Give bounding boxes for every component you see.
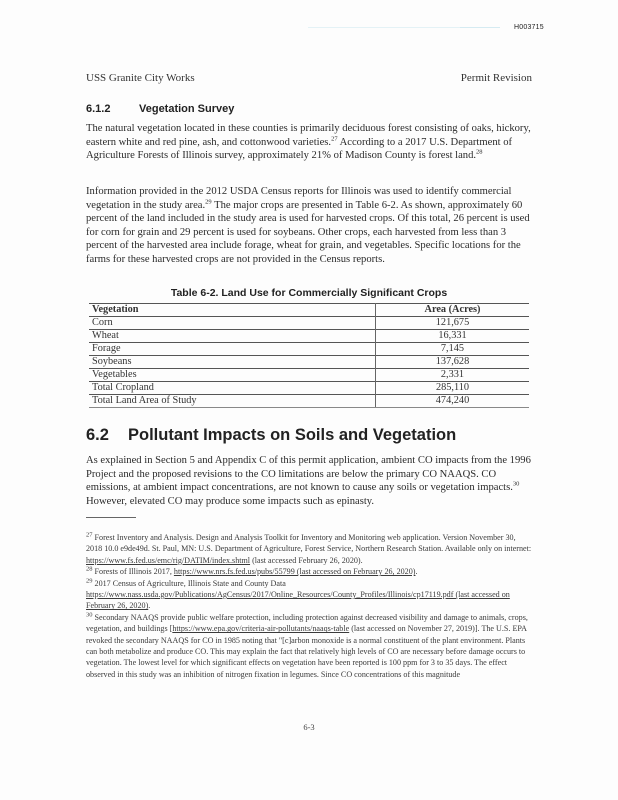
- cell-vegetation: Vegetables: [89, 369, 376, 382]
- cell-vegetation: Wheat: [89, 330, 376, 343]
- header-left: USS Granite City Works: [86, 72, 195, 84]
- footnote-30: [86, 612, 532, 680]
- cell-area: 137,628: [376, 356, 530, 369]
- section-heading-6-2: [86, 426, 456, 445]
- footnote-ref[interactable]: 27: [331, 135, 338, 143]
- paragraph-text: As explained in Section 5 and Appendix C of this permit application, ambient CO impacts from the 1996 Project and the proposed revisions to the CO limitations are below the primary CO NAAQS. CO emissions, at ambient impact concentrations, are not known to cause any soils or vegetation impacts.: [86, 455, 531, 494]
- footnote-link[interactable]: https://www.nass.usda.gov/Publications/AgCensus/2017/Online_Resources/County_Profiles/Illinois/cp17119.pdf (last accessed on February 26, 2020): [86, 590, 510, 611]
- footnote-text: (last accessed February 26, 2020).: [250, 555, 363, 565]
- footnote-number: 27: [86, 531, 93, 539]
- footnote-number: 28: [86, 565, 93, 573]
- column-header-area: Area (Acres): [376, 304, 530, 317]
- cell-vegetation: Total Land Area of Study: [89, 395, 376, 408]
- footnote-link[interactable]: https://www.fs.fed.us/emc/rig/DATIM/index.shtml: [86, 555, 251, 565]
- section-title: Vegetation Survey: [139, 103, 235, 115]
- land-use-table: [89, 303, 529, 408]
- section-number: 6.2: [86, 426, 109, 444]
- header-right: Permit Revision: [460, 72, 532, 84]
- cell-vegetation: Forage: [89, 343, 376, 356]
- footnote-link[interactable]: https://www.nrs.fs.fed.us/pubs/55799 (last accessed on February 26, 2020): [173, 567, 416, 577]
- table-row-total-land: [89, 395, 529, 408]
- cell-vegetation: Total Cropland: [89, 382, 376, 395]
- cell-area: 474,240: [376, 395, 530, 408]
- footnote-number: 29: [86, 576, 93, 584]
- table-caption: Table 6-2. Land Use for Commercially Significant Crops: [170, 287, 448, 299]
- paragraph-text: Information provided in the 2012 USDA Census reports for Illinois was used to identify commercial vegetation in the study area.: [86, 186, 512, 211]
- section-number: 6.1.2: [86, 103, 111, 115]
- footnote-29: [86, 578, 532, 612]
- footnote-text: Forests of Illinois 2017,: [92, 567, 174, 577]
- footnote-ref[interactable]: 28: [476, 148, 483, 156]
- cell-vegetation: Corn: [89, 317, 376, 330]
- paragraph-text: However, elevated CO may produce some impacts such as epinasty.: [86, 495, 375, 507]
- footnote-text: .: [415, 567, 418, 577]
- footnotes: [86, 532, 532, 680]
- table-header-row: [89, 304, 529, 317]
- scan-artifact-line: [460, 27, 500, 28]
- table-row: [89, 356, 529, 369]
- paragraph-text: According to a 2017 U.S. Department of Agriculture Forests of Illinois survey, approximately 21% of Madison County is forest land.: [86, 136, 513, 162]
- cell-area: 285,110: [376, 382, 530, 395]
- footnote-number: 30: [86, 611, 93, 619]
- footnote-ref[interactable]: 30: [512, 480, 520, 488]
- paragraph-text: The major crops are presented in Table 6-2. As shown, approximately 60 percent of the land included in the study area is used for harvested crops. Of this total, 26 percent is used for corn for grain and 29 percent is used for soybeans. Other crops, each harvested from less than 3 percent of the harvested area include forage, wheat for grain, and vegetables. Specific locations for the farms for these harvested crops are not provided in the Census reports.: [86, 199, 530, 265]
- paragraph-census-info: [86, 185, 532, 267]
- table-row: [89, 369, 529, 382]
- cell-area: 2,331: [376, 369, 530, 382]
- column-header-vegetation: Vegetation: [89, 304, 376, 317]
- footnote-text: 2017 Census of Agriculture, Illinois State and County Data: [92, 578, 286, 588]
- table-row: [89, 343, 529, 356]
- footnote-link[interactable]: https://www.epa.gov/criteria-air-pollutants/naaqs-table: [172, 624, 350, 634]
- footnote-ref[interactable]: 29: [205, 198, 212, 206]
- paragraph-vegetation-survey: [86, 122, 532, 163]
- table-row: [89, 317, 529, 330]
- cell-area: 16,331: [376, 330, 530, 343]
- footnote-separator: [86, 517, 136, 518]
- page-number: 6-3: [303, 722, 315, 732]
- footnote-text: .: [148, 601, 151, 611]
- footnote-text: (last accessed on November 27, 2019)]. The U.S. EPA revoked the secondary NAAQS for CO in 1985 noting that "[c]arbon monoxide is a normal constituent of the plant environment. Plants can both metabolize and produce CO. This may explain the fact that relatively high levels of CO are necessary before damage occurs to vegetation. The lowest level for which significant effects on vegetation have been reported is 100 ppm for 3 to 35 days. The effect observed in this study was an inhibition of nitrogen fixation in legumes. Since CO concentrations of this magnitude: [86, 624, 527, 679]
- table-row-total-cropland: [89, 382, 529, 395]
- footnote-text: Secondary NAAQS provide public welfare protection, including protection against decreased visibility and damage to animals, crops, vegetation, and buildings [: [86, 612, 528, 634]
- footnote-text: Forest Inventory and Analysis. Design and Analysis Toolkit for Inventory and Monitoring web application. Version November 30, 2018 10.0 e9de49d. St. Paul, MN: U.S. Department of Agriculture, Forest Service, Northern Research Station. Available only on internet:: [86, 533, 532, 554]
- footnote-27: [86, 532, 532, 566]
- paragraph-pollutant-impacts: [86, 454, 532, 508]
- cell-vegetation: Soybeans: [89, 356, 376, 369]
- section-heading-6-1-2: [86, 103, 234, 115]
- cell-area: 121,675: [376, 317, 530, 330]
- cell-area: 7,145: [376, 343, 530, 356]
- section-title: Pollutant Impacts on Soils and Vegetation: [128, 426, 457, 444]
- table-row: [89, 330, 529, 343]
- footnote-28: [86, 566, 532, 577]
- bates-number: H003715: [514, 24, 544, 31]
- paragraph-text: The natural vegetation located in these counties is primarily deciduous forest consisting of oaks, hickory, eastern white and red pine, ash, and cottonwood varieties.: [86, 123, 531, 148]
